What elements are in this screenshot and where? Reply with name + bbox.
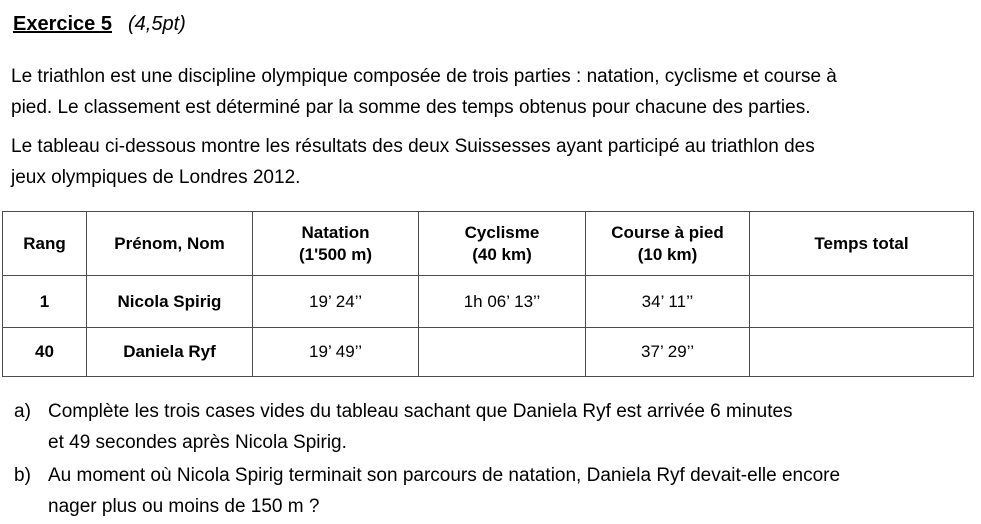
paragraph-line: Le triathlon est une discipline olympique composée de trois parties : natation, cyclisme et course à bbox=[11, 66, 837, 87]
question-a bbox=[14, 396, 981, 458]
header-label: Prénom, Nom bbox=[114, 233, 225, 253]
question-line: nager plus ou moins de 150 m ? bbox=[48, 496, 320, 517]
question-line: et 49 secondes après Nicola Spirig. bbox=[48, 432, 347, 453]
header-sublabel: (1'500 m) bbox=[298, 244, 373, 264]
cell-cyclisme-empty bbox=[419, 328, 586, 377]
cell-course: 37’ 29’’ bbox=[586, 328, 750, 377]
cell-cyclisme: 1h 06’ 13’’ bbox=[419, 276, 586, 328]
header-cell-prenom-nom bbox=[87, 212, 253, 276]
header-cell-cyclisme bbox=[419, 212, 586, 276]
question-line: Complète les trois cases vides du tableau sachant que Daniela Ryf est arrivée 6 minutes bbox=[48, 401, 793, 422]
header-cell-rang bbox=[3, 212, 87, 276]
header-label: Temps total bbox=[814, 233, 909, 253]
cell-natation: 19’ 24’’ bbox=[253, 276, 419, 328]
cell-nom: Nicola Spirig bbox=[87, 276, 253, 328]
question-text bbox=[48, 460, 981, 522]
header-cell-natation bbox=[253, 212, 419, 276]
results-table bbox=[2, 211, 974, 377]
table-header-row bbox=[3, 212, 974, 276]
intro-paragraph-1 bbox=[11, 61, 981, 123]
cell-rang: 1 bbox=[3, 276, 87, 328]
question-text bbox=[48, 396, 981, 458]
question-line: Au moment où Nicola Spirig terminait son parcours de natation, Daniela Ryf devait-elle encore bbox=[48, 465, 841, 486]
question-label: b) bbox=[14, 465, 31, 486]
table-row bbox=[3, 276, 974, 328]
header-sublabel: (40 km) bbox=[472, 244, 532, 264]
question-label: a) bbox=[14, 401, 31, 422]
header-cell-temps-total bbox=[750, 212, 974, 276]
question-b bbox=[14, 460, 981, 522]
intro-paragraph-2 bbox=[11, 131, 981, 193]
exercise-title: Exercice 5 bbox=[13, 13, 112, 35]
cell-nom: Daniela Ryf bbox=[87, 328, 253, 377]
exercise-title-row bbox=[13, 0, 981, 38]
paragraph-line: jeux olympiques de Londres 2012. bbox=[11, 167, 301, 188]
header-label: Rang bbox=[23, 233, 66, 253]
questions-list bbox=[14, 396, 981, 522]
cell-natation: 19’ 49’’ bbox=[253, 328, 419, 377]
cell-temps-total-empty bbox=[750, 328, 974, 377]
cell-course: 34’ 11’’ bbox=[586, 276, 750, 328]
cell-temps-total-empty bbox=[750, 276, 974, 328]
cell-rang: 40 bbox=[3, 328, 87, 377]
table-row bbox=[3, 328, 974, 377]
header-sublabel: (10 km) bbox=[637, 244, 698, 264]
header-label: Natation bbox=[301, 222, 370, 242]
paragraph-line: pied. Le classement est déterminé par la somme des temps obtenus pour chacune des parties. bbox=[11, 97, 811, 118]
paragraph-line: Le tableau ci-dessous montre les résultats des deux Suissesses ayant participé au triathlon des bbox=[11, 136, 815, 157]
header-cell-course-a-pied bbox=[586, 212, 750, 276]
exercise-points: (4,5pt) bbox=[127, 13, 186, 35]
header-label: Course à pied bbox=[611, 222, 724, 242]
header-label: Cyclisme bbox=[464, 222, 540, 242]
